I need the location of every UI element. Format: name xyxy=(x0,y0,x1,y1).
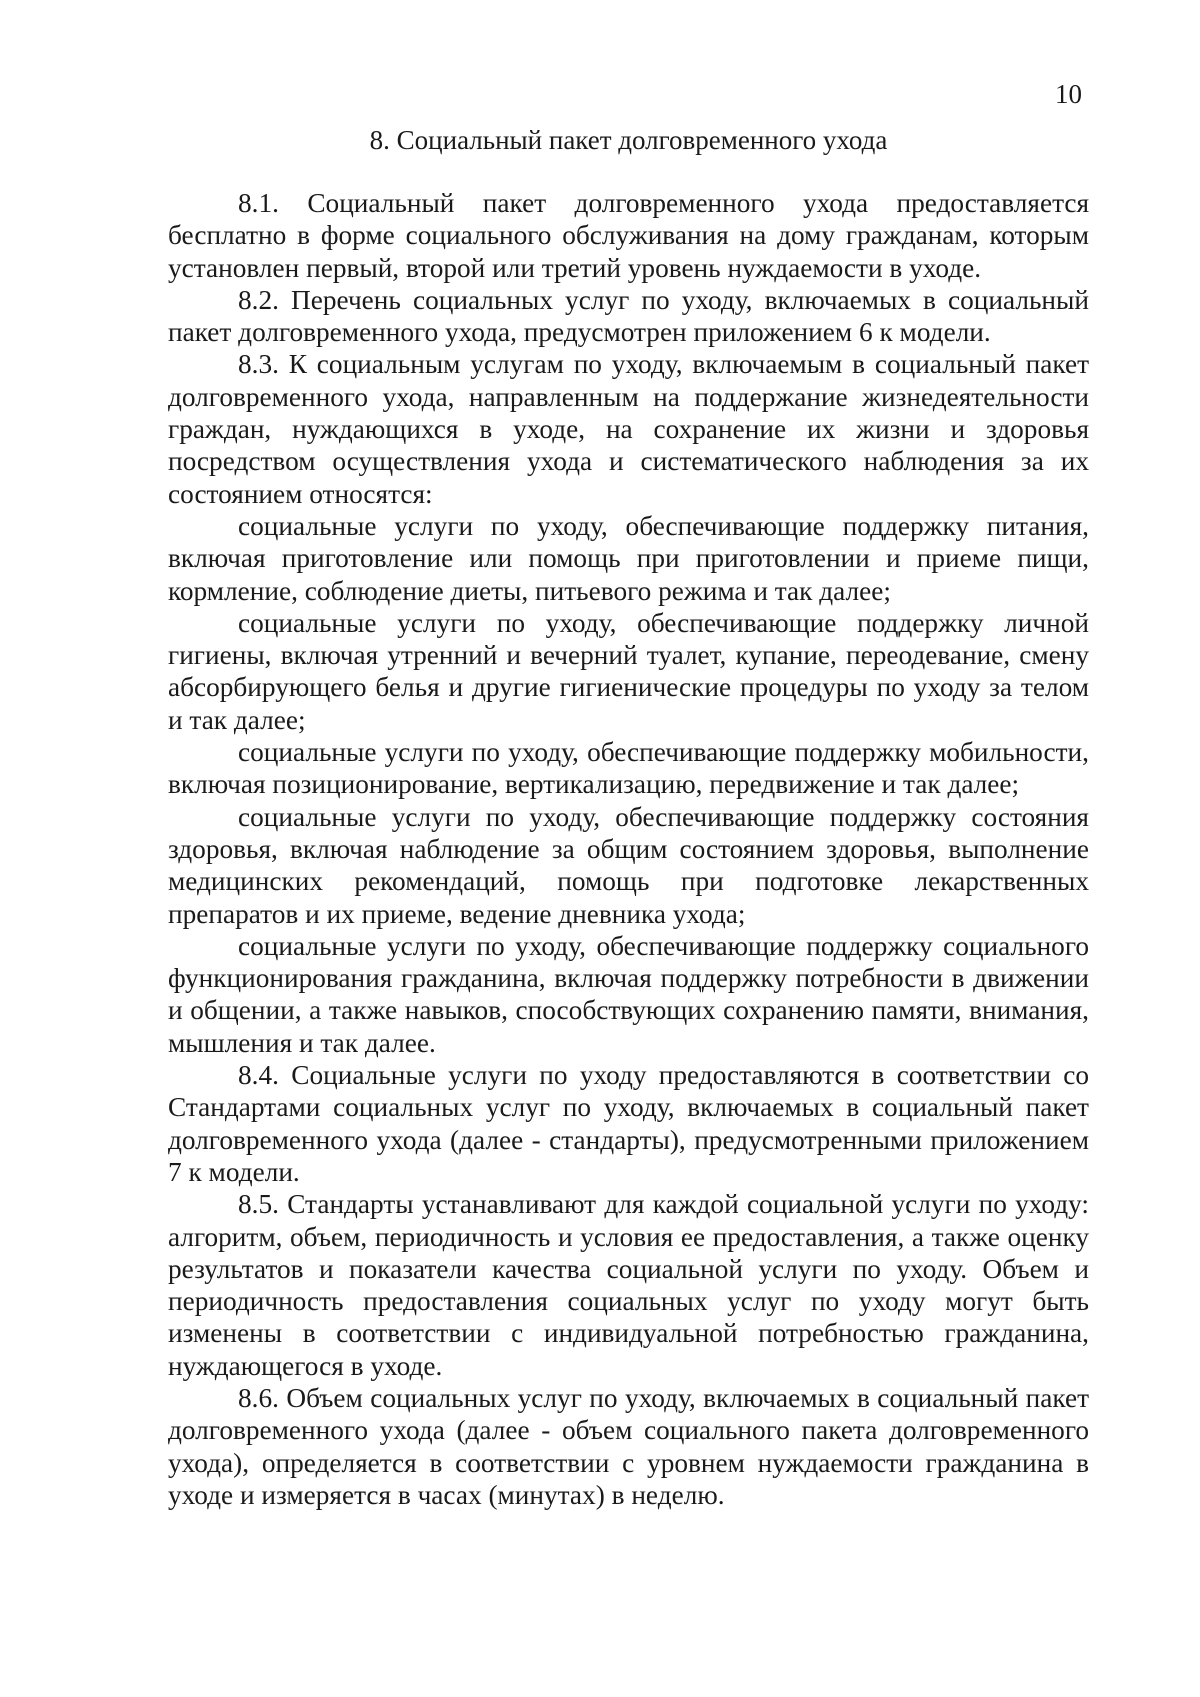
list-item-nutrition: социальные услуги по уходу, обеспечивающие поддержку питания, включая приготовление или помощь при приготовлении и приеме пищи, кормление, соблюдение диеты, питьевого режима и так далее; xyxy=(168,510,1089,606)
paragraph-8-4: 8.4. Социальные услуги по уходу предоставляются в соответствии со Стандартами социальных услуг по уходу, включаемых в социальный пакет долговременного ухода (далее - стандарты), предусмотренными приложением 7 к модели. xyxy=(168,1060,1089,1187)
list-item-health: социальные услуги по уходу, обеспечивающие поддержку состояния здоровья, включая наблюдение за общим состоянием здоровья, выполнение медицинских рекомендаций, помощь при подготовке лекарственных препаратов и их приеме, ведение дневника ухода; xyxy=(168,801,1089,929)
list-item-social: социальные услуги по уходу, обеспечивающие поддержку социального функционирования гражданина, включая поддержку потребности в движении и общении, а также навыков, способствующих сохранению памяти, внимания, мышления и так далее. xyxy=(168,930,1089,1058)
document-body xyxy=(168,187,1089,1511)
section-title: 8. Социальный пакет долговременного ухода xyxy=(369,125,888,155)
page-number: 10 xyxy=(1055,79,1082,109)
paragraph-8-2: 8.2. Перечень социальных услуг по уходу, включаемых в социальный пакет долговременного ухода, предусмотрен приложением 6 к модели. xyxy=(168,284,1089,348)
paragraph-8-1: 8.1. Социальный пакет долговременного ухода предоставляется бесплатно в форме социального обслуживания на дому гражданам, которым установлен первый, второй или третий уровень нуждаемости в уходе. xyxy=(168,188,1089,283)
paragraph-8-5: 8.5. Стандарты устанавливают для каждой социальной услуги по уходу: алгоритм, объем, периодичность и условия ее предоставления, а также оценку результатов и показатели качества социальной услуги по уходу. Объем и периодичность предоставления социальных услуг по уходу могут быть изменены в соответствии с индивидуальной потребностью гражданина, нуждающегося в уходе. xyxy=(168,1189,1089,1381)
list-item-mobility: социальные услуги по уходу, обеспечивающие поддержку мобильности, включая позиционирование, вертикализацию, передвижение и так далее; xyxy=(168,737,1089,800)
paragraph-8-3: 8.3. К социальным услугам по уходу, включаемым в социальный пакет долговременного ухода, направленным на поддержание жизнедеятельности граждан, нуждающихся в уходе, на сохранение их жизни и здоровья посредством осуществления ухода и систематического наблюдения за их состоянием относятся: xyxy=(168,349,1089,509)
paragraph-8-6: 8.6. Объем социальных услуг по уходу, включаемых в социальный пакет долговременного ухода (далее - объем социального пакета долговременного ухода), определяется в соответствии с уровнем нуждаемости гражданина в уходе и измеряется в часах (минутах) в неделю. xyxy=(168,1382,1089,1510)
list-item-hygiene: социальные услуги по уходу, обеспечивающие поддержку личной гигиены, включая утренний и вечерний туалет, купание, переодевание, смену абсорбирующего белья и другие гигиенические процедуры по уходу за телом и так далее; xyxy=(168,607,1089,735)
